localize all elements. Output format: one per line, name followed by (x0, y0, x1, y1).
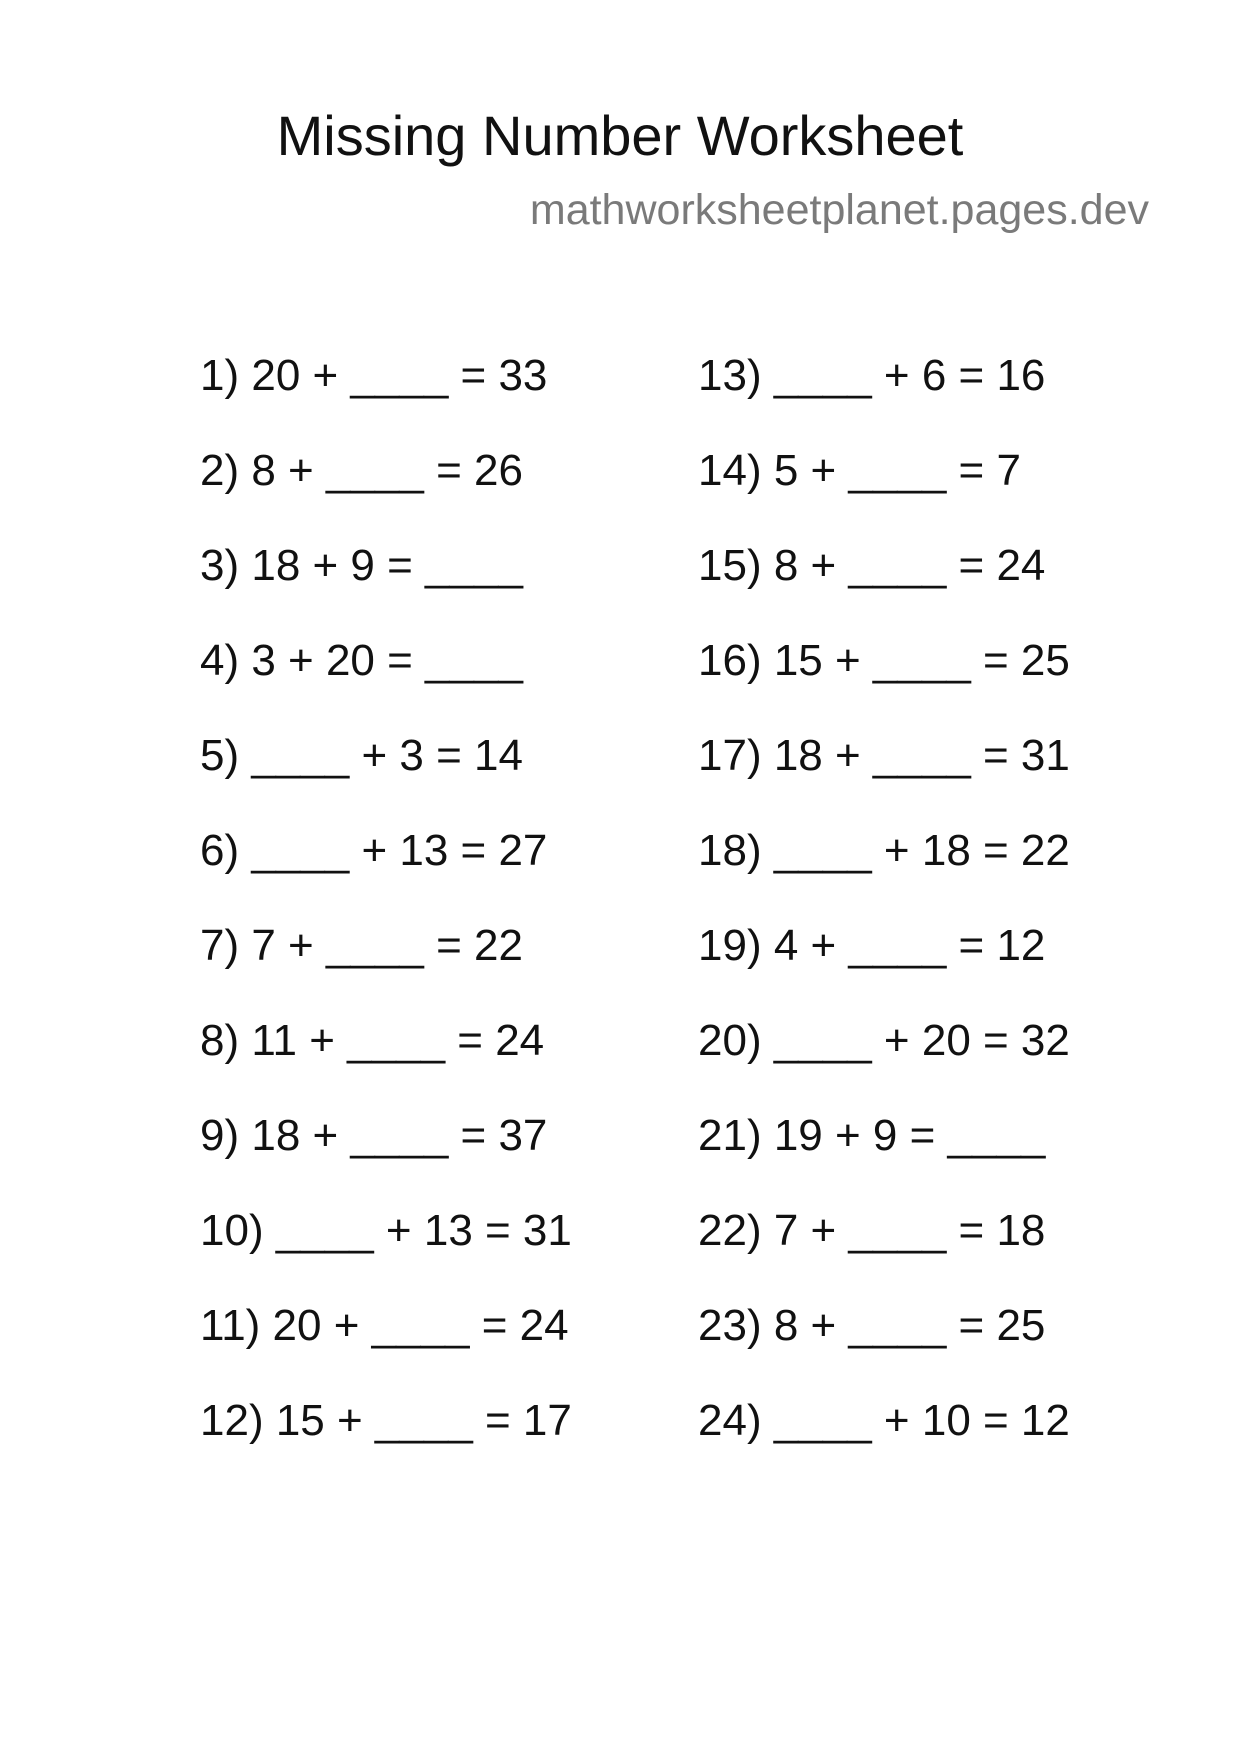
problem-7: 7) 7 + ____ = 22 (200, 921, 523, 970)
worksheet-title: Missing Number Worksheet (276, 104, 964, 167)
problem-14: 14) 5 + ____ = 7 (698, 446, 1021, 495)
problem-16: 16) 15 + ____ = 25 (698, 636, 1070, 685)
problem-3: 3) 18 + 9 = ____ (200, 541, 523, 590)
problem-21: 21) 19 + 9 = ____ (698, 1111, 1046, 1160)
problem-11: 11) 20 + ____ = 24 (200, 1301, 569, 1350)
problem-9: 9) 18 + ____ = 37 (200, 1111, 548, 1160)
problem-5: 5) ____ + 3 = 14 (200, 731, 523, 780)
problem-24: 24) ____ + 10 = 12 (698, 1396, 1070, 1445)
problem-20: 20) ____ + 20 = 32 (698, 1016, 1070, 1065)
problem-6: 6) ____ + 13 = 27 (200, 826, 548, 875)
problem-1: 1) 20 + ____ = 33 (200, 351, 548, 400)
problem-18: 18) ____ + 18 = 22 (698, 826, 1070, 875)
problem-10: 10) ____ + 13 = 31 (200, 1206, 572, 1255)
problem-column-left (200, 346, 572, 1486)
problem-column-right (698, 346, 1070, 1486)
source-url: mathworksheetplanet.pages.dev (529, 186, 1149, 234)
problem-17: 17) 18 + ____ = 31 (698, 731, 1070, 780)
problem-15: 15) 8 + ____ = 24 (698, 541, 1046, 590)
problem-22: 22) 7 + ____ = 18 (698, 1206, 1046, 1255)
problem-12: 12) 15 + ____ = 17 (200, 1396, 572, 1445)
problem-13: 13) ____ + 6 = 16 (698, 351, 1046, 400)
problem-23: 23) 8 + ____ = 25 (698, 1301, 1046, 1350)
problem-2: 2) 8 + ____ = 26 (200, 446, 523, 495)
problem-4: 4) 3 + 20 = ____ (200, 636, 523, 685)
problem-19: 19) 4 + ____ = 12 (698, 921, 1046, 970)
problem-8: 8) 11 + ____ = 24 (200, 1016, 545, 1065)
